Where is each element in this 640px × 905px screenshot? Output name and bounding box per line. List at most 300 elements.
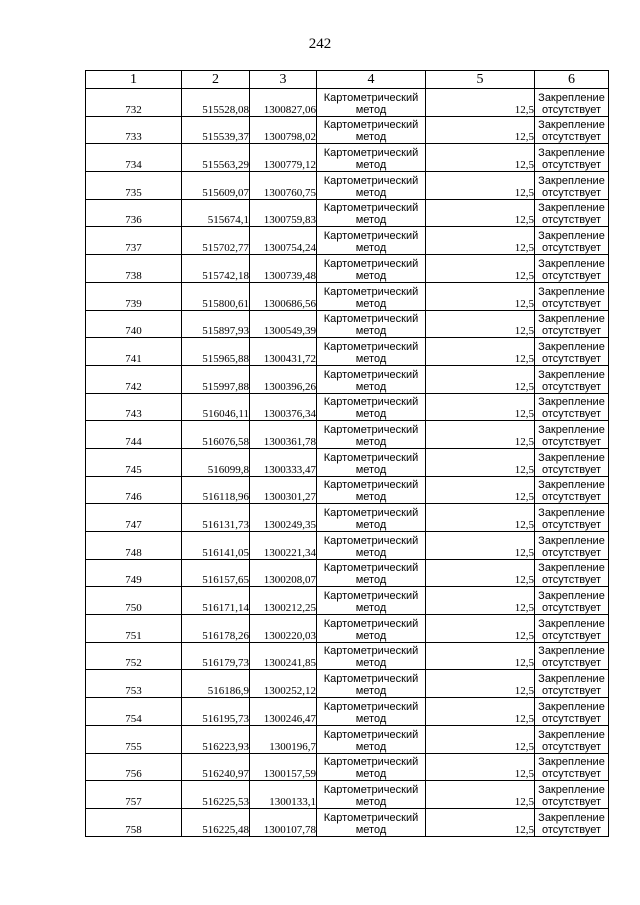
table-row	[86, 338, 609, 366]
fixation-cell	[535, 532, 609, 560]
page-number: 242	[308, 36, 332, 52]
fixation-line-2: отсутствует	[541, 435, 601, 448]
method-line-1: Картометрический	[323, 590, 419, 603]
fixation-line-2: отсутствует	[541, 519, 601, 531]
point-number: 753	[86, 670, 182, 698]
fixation-line-2: отсутствует	[541, 269, 601, 282]
method-cell	[317, 448, 426, 476]
fixation-cell	[535, 448, 609, 476]
fixation-line-1: Закрепление	[538, 202, 605, 215]
table-row	[86, 532, 609, 560]
fixation-line-1: Закрепление	[538, 617, 605, 630]
fixation-line-2: отсутствует	[541, 408, 601, 421]
method-line-2: метод	[355, 131, 387, 144]
fixation-line-2: отсутствует	[541, 574, 601, 587]
method-cell	[317, 310, 426, 338]
fixation-cell	[535, 338, 609, 366]
method-line-2: метод	[355, 242, 387, 255]
point-number: 733	[86, 116, 182, 144]
fixation-cell	[535, 89, 609, 117]
point-number: 745	[86, 448, 182, 476]
fixation-line-1: Закрепление	[538, 230, 605, 243]
coordinate-x: 515742,18	[182, 255, 250, 283]
fixation-line-2: отсутствует	[541, 629, 601, 642]
fixation-cell	[535, 753, 609, 781]
method-cell	[317, 615, 426, 643]
accuracy-value: 12,5	[426, 532, 535, 560]
coordinate-x: 516225,48	[182, 808, 250, 836]
method-cell	[317, 227, 426, 255]
fixation-line-2: отсутствует	[541, 380, 601, 393]
table-row	[86, 615, 609, 643]
accuracy-value: 12,5	[426, 199, 535, 227]
table-row	[86, 227, 609, 255]
coordinate-x: 516157,65	[182, 559, 250, 587]
fixation-cell	[535, 199, 609, 227]
method-line-2: метод	[355, 159, 387, 172]
accuracy-value: 12,5	[426, 89, 535, 117]
table-row	[86, 255, 609, 283]
point-number: 746	[86, 476, 182, 504]
table-row	[86, 670, 609, 698]
fixation-cell	[535, 393, 609, 421]
coordinate-x: 516099,8	[182, 448, 250, 476]
accuracy-value: 12,5	[426, 642, 535, 670]
fixation-cell	[535, 227, 609, 255]
coordinate-y: 1300241,85	[250, 642, 317, 670]
fixation-line-2: отсутствует	[541, 325, 601, 338]
fixation-line-1: Закрепление	[538, 368, 605, 381]
method-line-1: Картометрический	[323, 257, 419, 270]
fixation-line-1: Закрепление	[538, 313, 605, 326]
method-cell	[317, 365, 426, 393]
point-number: 751	[86, 615, 182, 643]
fixation-cell	[535, 310, 609, 338]
fixation-line-1: Закрепление	[538, 257, 605, 270]
point-number: 736	[86, 199, 182, 227]
method-cell	[317, 781, 426, 809]
fixation-line-2: отсутствует	[541, 214, 601, 227]
method-line-1: Картометрический	[323, 617, 419, 630]
point-number: 743	[86, 393, 182, 421]
method-line-2: метод	[355, 519, 387, 531]
point-number: 741	[86, 338, 182, 366]
method-cell	[317, 532, 426, 560]
point-number: 739	[86, 282, 182, 310]
coordinate-y: 1300196,7	[250, 725, 317, 753]
fixation-line-1: Закрепление	[538, 340, 605, 353]
method-line-1: Картометрический	[323, 174, 419, 187]
accuracy-value: 12,5	[426, 615, 535, 643]
method-cell	[317, 282, 426, 310]
accuracy-value: 12,5	[426, 670, 535, 698]
fixation-line-1: Закрепление	[538, 119, 605, 132]
fixation-line-1: Закрепление	[538, 479, 605, 492]
coordinate-y: 1300779,12	[250, 144, 317, 172]
coordinate-x: 516118,96	[182, 476, 250, 504]
fixation-line-2: отсутствует	[541, 740, 601, 753]
fixation-line-1: Закрепление	[538, 700, 605, 713]
coordinate-x: 515897,93	[182, 310, 250, 338]
fixation-line-2: отсутствует	[541, 546, 601, 559]
accuracy-value: 12,5	[426, 725, 535, 753]
accuracy-value: 12,5	[426, 808, 535, 836]
table-row	[86, 421, 609, 449]
fixation-cell	[535, 282, 609, 310]
coordinate-x: 516186,9	[182, 670, 250, 698]
method-line-2: метод	[355, 297, 387, 310]
method-cell	[317, 199, 426, 227]
table-body	[86, 89, 609, 837]
method-cell	[317, 753, 426, 781]
accuracy-value: 12,5	[426, 255, 535, 283]
method-line-2: метод	[355, 795, 387, 808]
point-number: 738	[86, 255, 182, 283]
fixation-line-1: Закрепление	[538, 91, 605, 104]
coordinate-y: 1300760,75	[250, 172, 317, 200]
coordinate-y: 1300754,24	[250, 227, 317, 255]
coordinate-x: 516076,58	[182, 421, 250, 449]
coordinates-table	[85, 70, 609, 837]
coordinate-y: 1300157,59	[250, 753, 317, 781]
table-row	[86, 642, 609, 670]
point-number: 755	[86, 725, 182, 753]
method-line-1: Картометрический	[323, 507, 419, 519]
coordinate-y: 1300301,27	[250, 476, 317, 504]
fixation-line-2: отсутствует	[541, 186, 601, 199]
header-row	[86, 71, 609, 89]
fixation-cell	[535, 504, 609, 532]
point-number: 752	[86, 642, 182, 670]
fixation-line-2: отсутствует	[541, 131, 601, 144]
method-cell	[317, 255, 426, 283]
table-row	[86, 310, 609, 338]
coordinate-x: 516131,73	[182, 504, 250, 532]
method-line-1: Картометрический	[323, 423, 419, 436]
fixation-line-1: Закрепление	[538, 756, 605, 769]
coordinate-x: 515528,08	[182, 89, 250, 117]
point-number: 732	[86, 89, 182, 117]
method-line-2: метод	[355, 685, 387, 698]
fixation-line-2: отсутствует	[541, 463, 601, 476]
method-line-1: Картометрический	[323, 340, 419, 353]
method-cell	[317, 144, 426, 172]
coordinate-x: 515563,29	[182, 144, 250, 172]
fixation-cell	[535, 808, 609, 836]
method-line-2: метод	[355, 574, 387, 587]
fixation-line-2: отсутствует	[541, 297, 601, 310]
accuracy-value: 12,5	[426, 698, 535, 726]
table-row	[86, 448, 609, 476]
method-line-2: метод	[355, 103, 387, 116]
table-row	[86, 89, 609, 117]
coordinate-y: 1300246,47	[250, 698, 317, 726]
coordinate-x: 515965,88	[182, 338, 250, 366]
fixation-line-1: Закрепление	[538, 396, 605, 409]
method-cell	[317, 116, 426, 144]
fixation-line-1: Закрепление	[538, 673, 605, 686]
fixation-cell	[535, 421, 609, 449]
accuracy-value: 12,5	[426, 587, 535, 615]
fixation-cell	[535, 615, 609, 643]
fixation-cell	[535, 476, 609, 504]
coordinate-y: 1300431,72	[250, 338, 317, 366]
method-cell	[317, 476, 426, 504]
fixation-line-2: отсутствует	[541, 685, 601, 698]
method-line-1: Картометрический	[323, 756, 419, 769]
coordinate-x: 516141,05	[182, 532, 250, 560]
fixation-line-1: Закрепление	[538, 728, 605, 741]
coordinate-y: 1300220,03	[250, 615, 317, 643]
method-line-1: Картометрический	[323, 368, 419, 381]
fixation-line-2: отсутствует	[541, 352, 601, 365]
fixation-line-1: Закрепление	[538, 811, 605, 824]
table-row	[86, 504, 609, 532]
coordinate-x: 516046,11	[182, 393, 250, 421]
method-line-2: метод	[355, 491, 387, 504]
accuracy-value: 12,5	[426, 310, 535, 338]
fixation-cell	[535, 725, 609, 753]
coordinate-y: 1300249,35	[250, 504, 317, 532]
method-line-2: метод	[355, 768, 387, 781]
table-row	[86, 781, 609, 809]
method-line-1: Картометрический	[323, 119, 419, 132]
coordinate-x: 515609,07	[182, 172, 250, 200]
coordinate-y: 1300212,25	[250, 587, 317, 615]
fixation-line-1: Закрепление	[538, 174, 605, 187]
accuracy-value: 12,5	[426, 338, 535, 366]
fixation-line-2: отсутствует	[541, 602, 601, 615]
fixation-line-2: отсутствует	[541, 795, 601, 808]
table-row	[86, 116, 609, 144]
coordinate-y: 1300221,34	[250, 532, 317, 560]
accuracy-value: 12,5	[426, 227, 535, 255]
coordinate-y: 1300396,26	[250, 365, 317, 393]
fixation-line-2: отсутствует	[541, 768, 601, 781]
table-row	[86, 365, 609, 393]
fixation-line-2: отсутствует	[541, 159, 601, 172]
fixation-cell	[535, 144, 609, 172]
fixation-line-2: отсутствует	[541, 242, 601, 255]
method-line-1: Картометрический	[323, 534, 419, 547]
coordinate-x: 516179,73	[182, 642, 250, 670]
method-line-2: метод	[355, 325, 387, 338]
fixation-cell	[535, 670, 609, 698]
coordinate-y: 1300759,83	[250, 199, 317, 227]
fixation-line-2: отсутствует	[541, 657, 601, 670]
method-line-1: Картометрический	[323, 700, 419, 713]
fixation-line-1: Закрепление	[538, 507, 605, 519]
fixation-line-1: Закрепление	[538, 534, 605, 547]
point-number: 742	[86, 365, 182, 393]
point-number: 735	[86, 172, 182, 200]
fixation-cell	[535, 365, 609, 393]
method-line-1: Картометрический	[323, 91, 419, 104]
fixation-cell	[535, 781, 609, 809]
method-line-1: Картометрический	[323, 285, 419, 298]
method-line-1: Картометрический	[323, 728, 419, 741]
method-line-2: метод	[355, 740, 387, 753]
method-cell	[317, 670, 426, 698]
coordinate-x: 515800,61	[182, 282, 250, 310]
accuracy-value: 12,5	[426, 144, 535, 172]
method-line-1: Картометрический	[323, 147, 419, 160]
method-line-1: Картометрический	[323, 313, 419, 326]
accuracy-value: 12,5	[426, 781, 535, 809]
table-row	[86, 725, 609, 753]
fixation-cell	[535, 172, 609, 200]
coordinate-y: 1300252,12	[250, 670, 317, 698]
fixation-line-1: Закрепление	[538, 590, 605, 603]
accuracy-value: 12,5	[426, 448, 535, 476]
accuracy-value: 12,5	[426, 282, 535, 310]
method-cell	[317, 393, 426, 421]
fixation-cell	[535, 587, 609, 615]
table-row	[86, 393, 609, 421]
fixation-line-1: Закрепление	[538, 783, 605, 796]
point-number: 758	[86, 808, 182, 836]
point-number: 756	[86, 753, 182, 781]
accuracy-value: 12,5	[426, 393, 535, 421]
coordinate-x: 515539,37	[182, 116, 250, 144]
method-cell	[317, 89, 426, 117]
method-cell	[317, 642, 426, 670]
table-row	[86, 172, 609, 200]
method-line-1: Картометрический	[323, 451, 419, 464]
method-line-2: метод	[355, 380, 387, 393]
point-number: 749	[86, 559, 182, 587]
point-number: 757	[86, 781, 182, 809]
coordinate-y: 1300208,07	[250, 559, 317, 587]
point-number: 734	[86, 144, 182, 172]
table-row	[86, 144, 609, 172]
coordinate-y: 1300361,78	[250, 421, 317, 449]
method-line-1: Картометрический	[323, 202, 419, 215]
method-line-2: метод	[355, 214, 387, 227]
coordinate-y: 1300686,56	[250, 282, 317, 310]
coordinate-x: 515702,77	[182, 227, 250, 255]
coordinate-y: 1300549,39	[250, 310, 317, 338]
fixation-line-2: отсутствует	[541, 823, 601, 836]
method-line-2: метод	[355, 269, 387, 282]
method-line-1: Картометрический	[323, 811, 419, 824]
fixation-line-2: отсутствует	[541, 712, 601, 725]
method-cell	[317, 338, 426, 366]
coordinate-y: 1300739,48	[250, 255, 317, 283]
fixation-line-2: отсутствует	[541, 491, 601, 504]
method-cell	[317, 808, 426, 836]
method-line-1: Картометрический	[323, 230, 419, 243]
method-line-2: метод	[355, 657, 387, 670]
point-number: 737	[86, 227, 182, 255]
table-row	[86, 476, 609, 504]
header-cell: 1	[86, 71, 182, 89]
fixation-cell	[535, 559, 609, 587]
coordinate-x: 516225,53	[182, 781, 250, 809]
method-cell	[317, 587, 426, 615]
point-number: 748	[86, 532, 182, 560]
method-cell	[317, 559, 426, 587]
point-number: 740	[86, 310, 182, 338]
accuracy-value: 12,5	[426, 365, 535, 393]
coordinate-x: 516195,73	[182, 698, 250, 726]
method-line-1: Картометрический	[323, 479, 419, 492]
fixation-line-1: Закрепление	[538, 562, 605, 575]
table-row	[86, 698, 609, 726]
method-line-1: Картометрический	[323, 673, 419, 686]
coordinate-x: 516178,26	[182, 615, 250, 643]
coordinate-x: 515997,88	[182, 365, 250, 393]
table-row	[86, 808, 609, 836]
fixation-cell	[535, 698, 609, 726]
coordinate-y: 1300827,06	[250, 89, 317, 117]
coordinate-x: 515674,1	[182, 199, 250, 227]
point-number: 744	[86, 421, 182, 449]
method-line-1: Картометрический	[323, 783, 419, 796]
method-line-2: метод	[355, 712, 387, 725]
method-line-2: метод	[355, 352, 387, 365]
header-cell: 3	[250, 71, 317, 89]
method-cell	[317, 698, 426, 726]
fixation-line-1: Закрепление	[538, 285, 605, 298]
fixation-cell	[535, 116, 609, 144]
method-cell	[317, 172, 426, 200]
method-cell	[317, 725, 426, 753]
header-cell: 2	[182, 71, 250, 89]
table-row	[86, 282, 609, 310]
method-line-2: метод	[355, 629, 387, 642]
coordinate-y: 1300376,34	[250, 393, 317, 421]
method-line-1: Картометрический	[323, 562, 419, 575]
accuracy-value: 12,5	[426, 116, 535, 144]
accuracy-value: 12,5	[426, 559, 535, 587]
fixation-line-1: Закрепление	[538, 423, 605, 436]
method-line-2: метод	[355, 435, 387, 448]
fixation-line-1: Закрепление	[538, 147, 605, 160]
fixation-cell	[535, 642, 609, 670]
method-line-2: метод	[355, 602, 387, 615]
header-cell: 6	[535, 71, 609, 89]
accuracy-value: 12,5	[426, 504, 535, 532]
method-line-1: Картометрический	[323, 396, 419, 409]
fixation-line-2: отсутствует	[541, 103, 601, 116]
coordinate-y: 1300133,1	[250, 781, 317, 809]
coordinate-x: 516223,93	[182, 725, 250, 753]
point-number: 750	[86, 587, 182, 615]
accuracy-value: 12,5	[426, 421, 535, 449]
coordinate-x: 516240,97	[182, 753, 250, 781]
table-row	[86, 559, 609, 587]
table-row	[86, 753, 609, 781]
accuracy-value: 12,5	[426, 753, 535, 781]
method-line-2: метод	[355, 408, 387, 421]
method-cell	[317, 504, 426, 532]
fixation-cell	[535, 255, 609, 283]
header-cell: 4	[317, 71, 426, 89]
method-line-1: Картометрический	[323, 645, 419, 658]
coordinate-y: 1300333,47	[250, 448, 317, 476]
method-line-2: метод	[355, 546, 387, 559]
accuracy-value: 12,5	[426, 172, 535, 200]
method-line-2: метод	[355, 186, 387, 199]
method-cell	[317, 421, 426, 449]
method-line-2: метод	[355, 823, 387, 836]
coordinate-y: 1300107,78	[250, 808, 317, 836]
fixation-line-1: Закрепление	[538, 645, 605, 658]
coordinate-x: 516171,14	[182, 587, 250, 615]
coordinate-y: 1300798,02	[250, 116, 317, 144]
table-row	[86, 199, 609, 227]
